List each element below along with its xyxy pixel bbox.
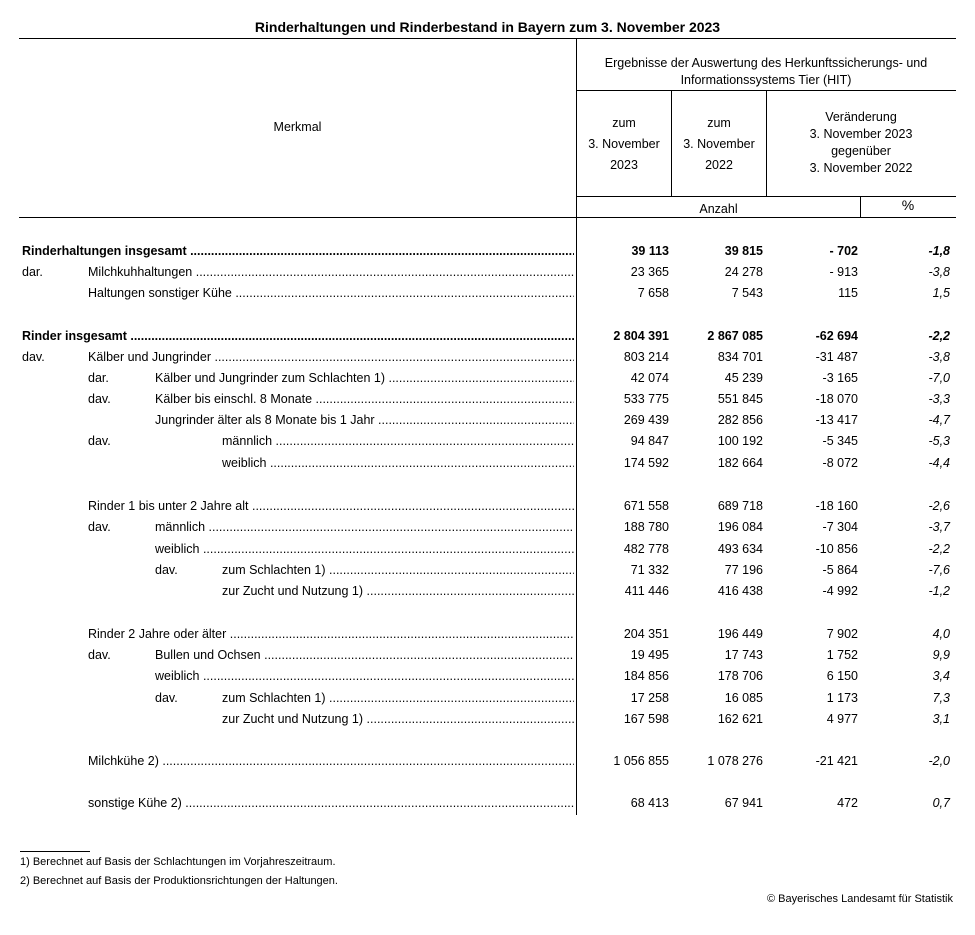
row-prefix: dav. bbox=[88, 392, 111, 406]
value-percent: -1,8 bbox=[928, 244, 950, 258]
table-row bbox=[0, 751, 975, 772]
table-row bbox=[0, 688, 975, 709]
value-percent: 7,3 bbox=[932, 691, 950, 705]
row-label: Rinderhaltungen insgesamt ..... bbox=[22, 241, 574, 262]
value-percent: -4,4 bbox=[928, 456, 950, 470]
table-row bbox=[0, 326, 975, 347]
copyright-note: © Bayerisches Landesamt für Statistik bbox=[766, 893, 953, 905]
row-label: Kälber und Jungrinder ..... bbox=[88, 347, 574, 368]
value-2022: 282 856 bbox=[717, 413, 763, 427]
hit-header bbox=[577, 55, 955, 89]
value-2022: 1 078 276 bbox=[707, 754, 763, 768]
value-change: -62 694 bbox=[815, 329, 858, 343]
value-2023: 533 775 bbox=[623, 392, 669, 406]
unit-anzahl: Anzahl bbox=[699, 202, 738, 216]
value-change: 472 bbox=[837, 796, 858, 810]
row-label: Kälber und Jungrinder zum Schlachten 1) ..... bbox=[155, 368, 574, 389]
value-2022: 100 192 bbox=[717, 434, 763, 448]
table-row bbox=[0, 645, 975, 666]
footnote-1: 1) Berechnet auf Basis der Schlachtungen im Vorjahreszeitraum. bbox=[20, 856, 336, 868]
value-change: -18 070 bbox=[815, 392, 858, 406]
top-rule bbox=[19, 38, 956, 39]
row-label: zur Zucht und Nutzung 1) ..... bbox=[222, 709, 574, 730]
row-label: Haltungen sonstiger Kühe ..... bbox=[88, 283, 574, 304]
table-row bbox=[0, 453, 975, 474]
value-2022: 2 867 085 bbox=[707, 329, 763, 343]
row-label: Rinder 1 bis unter 2 Jahre alt ..... bbox=[88, 496, 574, 517]
value-2023: 71 332 bbox=[630, 563, 669, 577]
value-change: 4 977 bbox=[826, 712, 858, 726]
col-header-2022-line: zum bbox=[707, 116, 731, 130]
value-change: -8 072 bbox=[822, 456, 858, 470]
row-prefix: dar. bbox=[88, 371, 109, 385]
value-change: -5 345 bbox=[822, 434, 858, 448]
value-change: -13 417 bbox=[815, 413, 858, 427]
value-2023: 42 074 bbox=[630, 371, 669, 385]
value-percent: -7,6 bbox=[928, 563, 950, 577]
col-header-2023 bbox=[577, 113, 671, 176]
value-2023: 174 592 bbox=[623, 456, 669, 470]
value-2023: 68 413 bbox=[630, 796, 669, 810]
table-row bbox=[0, 283, 975, 304]
row-label: Milchkuhhaltungen ..... bbox=[88, 262, 574, 283]
value-2023: 19 495 bbox=[630, 648, 669, 662]
row-label: zur Zucht und Nutzung 1) ..... bbox=[222, 581, 574, 602]
col-header-change-line: 3. November 2023 bbox=[809, 127, 913, 141]
value-percent: -2,0 bbox=[928, 754, 950, 768]
row-prefix: dav. bbox=[88, 434, 111, 448]
table-row bbox=[0, 496, 975, 517]
table-row bbox=[0, 666, 975, 687]
table-row bbox=[0, 517, 975, 538]
table-row bbox=[0, 581, 975, 602]
value-2023: 482 778 bbox=[623, 542, 669, 556]
value-2022: 493 634 bbox=[717, 542, 763, 556]
value-percent: -2,6 bbox=[928, 499, 950, 513]
value-2023: 671 558 bbox=[623, 499, 669, 513]
value-2022: 834 701 bbox=[717, 350, 763, 364]
value-2022: 162 621 bbox=[717, 712, 763, 726]
value-percent: -3,8 bbox=[928, 265, 950, 279]
value-2022: 16 085 bbox=[724, 691, 763, 705]
value-2022: 416 438 bbox=[717, 584, 763, 598]
value-2023: 269 439 bbox=[623, 413, 669, 427]
row-label: Rinder 2 Jahre oder älter ..... bbox=[88, 624, 574, 645]
table-row bbox=[0, 560, 975, 581]
value-percent: -1,2 bbox=[928, 584, 950, 598]
value-2023: 184 856 bbox=[623, 669, 669, 683]
table-row bbox=[0, 431, 975, 452]
merkmal-header: Merkmal bbox=[273, 120, 322, 134]
row-prefix: dav. bbox=[88, 520, 111, 534]
table-row bbox=[0, 624, 975, 645]
value-percent: -3,8 bbox=[928, 350, 950, 364]
value-change: -18 160 bbox=[815, 499, 858, 513]
row-label: männlich ..... bbox=[222, 431, 574, 452]
col-header-change-line: gegenüber bbox=[831, 144, 891, 158]
row-label: Kälber bis einschl. 8 Monate ..... bbox=[155, 389, 574, 410]
value-change: 1 752 bbox=[826, 648, 858, 662]
table-row bbox=[0, 709, 975, 730]
value-2023: 7 658 bbox=[637, 286, 669, 300]
row-label: weiblich ..... bbox=[222, 453, 574, 474]
value-2022: 17 743 bbox=[724, 648, 763, 662]
row-label: Milchkühe 2) ..... bbox=[88, 751, 574, 772]
value-2023: 23 365 bbox=[630, 265, 669, 279]
value-percent: 9,9 bbox=[932, 648, 950, 662]
value-change: 1 173 bbox=[826, 691, 858, 705]
value-change: -5 864 bbox=[822, 563, 858, 577]
value-2023: 1 056 855 bbox=[613, 754, 669, 768]
value-2022: 182 664 bbox=[717, 456, 763, 470]
row-label: zum Schlachten 1) ..... bbox=[222, 688, 574, 709]
value-percent: 4,0 bbox=[932, 627, 950, 641]
row-prefix: dav. bbox=[155, 563, 178, 577]
value-percent: 3,4 bbox=[932, 669, 950, 683]
value-percent: -3,3 bbox=[928, 392, 950, 406]
value-change: - 913 bbox=[829, 265, 858, 279]
col-header-2022 bbox=[672, 113, 766, 176]
row-label: Bullen und Ochsen ..... bbox=[155, 645, 574, 666]
value-change: -7 304 bbox=[822, 520, 858, 534]
value-2023: 94 847 bbox=[630, 434, 669, 448]
col-header-2022-line: 3. November bbox=[683, 137, 755, 151]
row-prefix: dav. bbox=[22, 350, 45, 364]
value-change: -10 856 bbox=[815, 542, 858, 556]
row-prefix: dav. bbox=[155, 691, 178, 705]
col-header-change-line: Veränderung bbox=[825, 110, 897, 124]
col-header-change-line: 3. November 2022 bbox=[809, 161, 913, 175]
row-label: weiblich ..... bbox=[155, 666, 574, 687]
row-label: zum Schlachten 1) ..... bbox=[222, 560, 574, 581]
table-row bbox=[0, 368, 975, 389]
value-percent: -2,2 bbox=[928, 329, 950, 343]
row-label: Rinder insgesamt ..... bbox=[22, 326, 574, 347]
hit-header-line1: Ergebnisse der Auswertung des Herkunftssicherungs- und bbox=[604, 56, 928, 70]
row-label: männlich ..... bbox=[155, 517, 574, 538]
table-title: Rinderhaltungen und Rinderbestand in Bayern zum 3. November 2023 bbox=[254, 19, 721, 35]
value-percent: -7,0 bbox=[928, 371, 950, 385]
col-header-change bbox=[767, 109, 955, 177]
value-2022: 178 706 bbox=[717, 669, 763, 683]
value-change: -31 487 bbox=[815, 350, 858, 364]
table-row bbox=[0, 410, 975, 431]
value-2022: 7 543 bbox=[731, 286, 763, 300]
table-row bbox=[0, 539, 975, 560]
value-change: -3 165 bbox=[822, 371, 858, 385]
table-row bbox=[0, 389, 975, 410]
value-2022: 551 845 bbox=[717, 392, 763, 406]
row-label: weiblich ..... bbox=[155, 539, 574, 560]
value-change: -21 421 bbox=[815, 754, 858, 768]
value-2022: 77 196 bbox=[724, 563, 763, 577]
value-2023: 2 804 391 bbox=[613, 329, 669, 343]
value-2022: 196 449 bbox=[717, 627, 763, 641]
value-2023: 204 351 bbox=[623, 627, 669, 641]
value-change: 115 bbox=[838, 286, 858, 300]
value-percent: -2,2 bbox=[928, 542, 950, 556]
footnote-2: 2) Berechnet auf Basis der Produktionsrichtungen der Haltungen. bbox=[20, 875, 338, 887]
value-change: - 702 bbox=[829, 244, 858, 258]
value-2022: 39 815 bbox=[724, 244, 763, 258]
value-2022: 24 278 bbox=[724, 265, 763, 279]
row-prefix: dar. bbox=[22, 265, 43, 279]
value-percent: 3,1 bbox=[932, 712, 950, 726]
value-percent: -4,7 bbox=[928, 413, 950, 427]
table-row bbox=[0, 262, 975, 283]
table-row bbox=[0, 347, 975, 368]
hit-header-line2: Informationssystems Tier (HIT) bbox=[680, 73, 852, 87]
value-2023: 39 113 bbox=[631, 244, 669, 258]
value-2023: 17 258 bbox=[630, 691, 669, 705]
value-2022: 45 239 bbox=[724, 371, 763, 385]
value-percent: -3,7 bbox=[928, 520, 950, 534]
row-label: sonstige Kühe 2) ..... bbox=[88, 793, 574, 814]
table-row bbox=[0, 241, 975, 262]
value-percent: 0,7 bbox=[932, 796, 950, 810]
value-2023: 167 598 bbox=[623, 712, 669, 726]
value-2023: 411 446 bbox=[624, 584, 669, 598]
value-2022: 196 084 bbox=[717, 520, 763, 534]
footnote-rule bbox=[20, 851, 90, 852]
table-row bbox=[0, 793, 975, 814]
value-change: 7 902 bbox=[826, 627, 858, 641]
row-label: Jungrinder älter als 8 Monate bis 1 Jahr ..... bbox=[155, 410, 574, 431]
row-prefix: dav. bbox=[88, 648, 111, 662]
value-2022: 689 718 bbox=[717, 499, 763, 513]
value-percent: 1,5 bbox=[932, 286, 950, 300]
col-header-2023-line: 3. November bbox=[588, 137, 660, 151]
value-2023: 803 214 bbox=[623, 350, 669, 364]
value-2023: 188 780 bbox=[623, 520, 669, 534]
col-header-2023-line: zum bbox=[612, 116, 636, 130]
col-header-2022-line: 2022 bbox=[705, 158, 733, 172]
col-header-2023-line: 2023 bbox=[610, 158, 638, 172]
value-change: 6 150 bbox=[826, 669, 858, 683]
value-change: -4 992 bbox=[822, 584, 858, 598]
value-percent: -5,3 bbox=[928, 434, 950, 448]
unit-percent: % bbox=[901, 197, 915, 213]
value-2022: 67 941 bbox=[724, 796, 763, 810]
